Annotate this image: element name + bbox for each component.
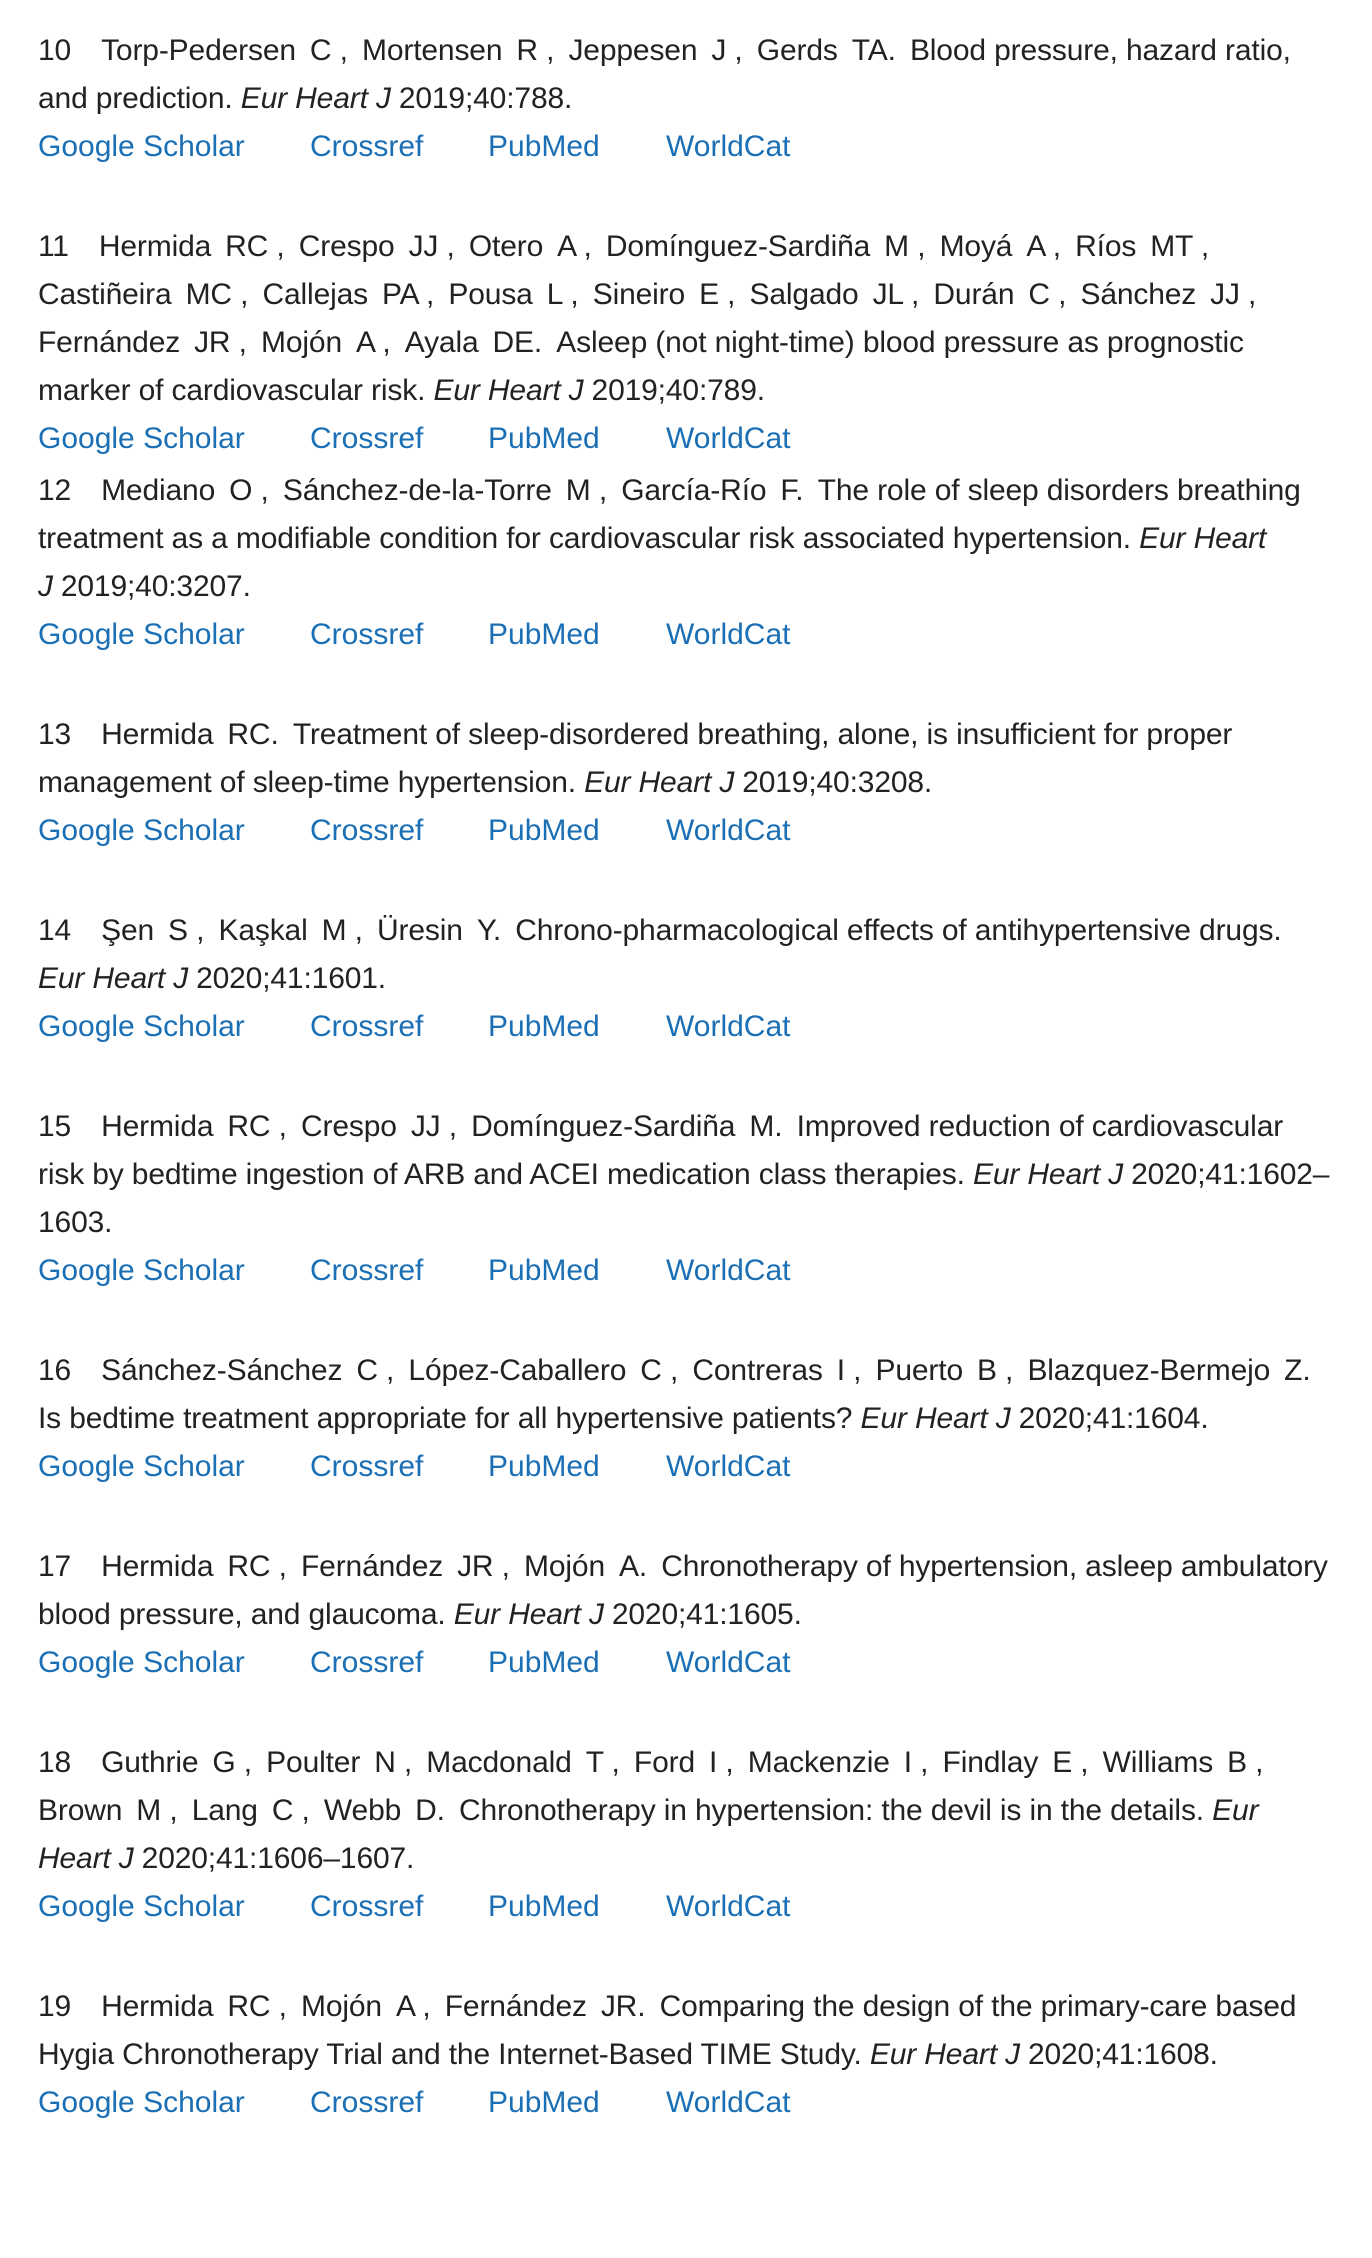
author-surname: Hermida — [101, 1990, 214, 2023]
author-surname: Macdonald — [426, 1746, 572, 1779]
reference-title: Chronotherapy in hypertension: the devil is in the details. — [459, 1794, 1204, 1827]
journal-name: Eur Heart J — [433, 374, 584, 407]
reference-item — [38, 684, 1332, 880]
author — [101, 34, 331, 67]
author — [748, 1746, 912, 1779]
journal-name: Eur Heart J — [240, 82, 391, 115]
citation-details: 2019;40:788. — [398, 82, 573, 115]
author-surname: Ríos — [1075, 230, 1137, 263]
author-surname: Domínguez-Sardiña — [605, 230, 871, 263]
pubmed-link[interactable]: PubMed — [488, 2086, 600, 2119]
author — [99, 230, 268, 263]
citation-details: 2020;41:1604. — [1018, 1402, 1209, 1435]
author — [593, 278, 719, 311]
crossref-link[interactable]: Crossref — [310, 1010, 424, 1043]
author-initials: JR — [600, 1990, 638, 2023]
author — [38, 326, 230, 359]
author-initials: JL — [872, 278, 903, 311]
author-initials: R — [516, 34, 538, 67]
crossref-link[interactable]: Crossref — [310, 1646, 424, 1679]
google-scholar-link[interactable]: Google Scholar — [38, 1010, 245, 1043]
author-surname: Guthrie — [101, 1746, 199, 1779]
worldcat-link[interactable]: WorldCat — [666, 130, 791, 163]
author — [1080, 278, 1239, 311]
journal-name: Eur Heart J — [869, 2038, 1020, 2071]
author — [101, 1990, 270, 2023]
reference-links — [38, 611, 1332, 659]
author-initials: M — [884, 230, 910, 263]
citation-details: 2019;40:789. — [591, 374, 765, 407]
author-surname: Sánchez-Sánchez — [101, 1354, 343, 1387]
author-initials: PA — [382, 278, 418, 311]
author — [469, 230, 576, 263]
reference-item — [38, 440, 1332, 684]
author-surname: Mojón — [524, 1550, 605, 1583]
reference-item — [38, 1320, 1332, 1516]
crossref-link[interactable]: Crossref — [310, 1254, 424, 1287]
reference-text: 17 Hermida RC , Fernández JR , Mojón A. Chronotherapy of hypertension, asleep ambulatory blood pressure, and glaucoma. Eur Heart J 2020;41:1605. — [38, 1550, 1328, 1631]
pubmed-link[interactable]: PubMed — [488, 1646, 600, 1679]
author-initials: M — [749, 1110, 775, 1143]
author — [757, 34, 888, 67]
google-scholar-link[interactable]: Google Scholar — [38, 814, 245, 847]
author-initials: RC — [227, 1110, 271, 1143]
reference-title: Chronotherapy of hypertension, asleep ambulatory blood pressure, and glaucoma. — [38, 1550, 1328, 1631]
author-initials: E — [1052, 1746, 1073, 1779]
author-surname: Hermida — [101, 1110, 214, 1143]
author — [101, 1746, 236, 1779]
author — [1103, 1746, 1247, 1779]
author-surname: Domínguez-Sardiña — [471, 1110, 736, 1143]
author — [1027, 1354, 1302, 1387]
author-surname: Castiñeira — [38, 278, 172, 311]
author — [301, 1990, 414, 2023]
citation-details: 2019;40:3208. — [742, 766, 933, 799]
author-initials: G — [212, 1746, 236, 1779]
author-surname: García-Río — [621, 474, 767, 507]
reference-links — [38, 1003, 1332, 1051]
author-surname: Contreras — [692, 1354, 823, 1387]
author-initials: M — [321, 914, 347, 947]
reference-title: Asleep (not night-time) blood pressure as prognostic marker of cardiovascular risk. — [38, 326, 1244, 407]
author — [568, 34, 726, 67]
author-initials: MT — [1150, 230, 1193, 263]
author-initials: L — [546, 278, 563, 311]
citation-details: 2019;40:3207. — [60, 570, 251, 603]
reference-item — [38, 196, 1332, 455]
author-initials: RC — [227, 718, 271, 751]
author-surname: Brown — [38, 1794, 123, 1827]
crossref-link[interactable]: Crossref — [310, 814, 424, 847]
author-surname: Findlay — [942, 1746, 1039, 1779]
author-surname: Fernández — [38, 326, 181, 359]
reference-text: 14 Şen S , Kaşkal M , Üresin Y. Chrono-pharmacological effects of antihypertensive drugs. Eur Heart J 2020;41:1601. — [38, 914, 1282, 995]
reference-text: 18 Guthrie G , Poulter N , Macdonald T , Ford I , Mackenzie I , Findlay E , Williams B , Brown M , Lang C , Webb D. Chronotherapy in hypertension: the devil is in the details. Eur Heart J 2020;41:1606–1607. — [38, 1746, 1264, 1875]
author-surname: Lang — [191, 1794, 258, 1827]
google-scholar-link[interactable]: Google Scholar — [38, 2086, 245, 2119]
author-surname: Hermida — [101, 1550, 214, 1583]
google-scholar-link[interactable]: Google Scholar — [38, 618, 245, 651]
reference-text: 13 Hermida RC. Treatment of sleep-disordered breathing, alone, is insufficient for proper management of sleep-time hypertension. Eur Heart J 2019;40:3208. — [38, 718, 1233, 799]
worldcat-link[interactable]: WorldCat — [666, 1010, 791, 1043]
author — [1075, 230, 1193, 263]
google-scholar-link[interactable]: Google Scholar — [38, 1890, 245, 1923]
author — [524, 1550, 639, 1583]
author — [262, 278, 417, 311]
author-initials: I — [903, 1746, 912, 1779]
author-surname: Mortensen — [361, 34, 503, 67]
author-initials: RC — [225, 230, 269, 263]
journal-name: Eur Heart J — [584, 766, 735, 799]
citation-details: 2020;41:1606–1607. — [141, 1842, 415, 1875]
reference-links — [38, 1639, 1332, 1687]
author-initials: A — [395, 1990, 415, 2023]
author-surname: Webb — [323, 1794, 402, 1827]
reference-number: 15 — [38, 1110, 72, 1143]
author — [301, 1110, 441, 1143]
worldcat-link[interactable]: WorldCat — [666, 814, 791, 847]
author-surname: Sineiro — [592, 278, 686, 311]
journal-name: Eur Heart J — [860, 1402, 1011, 1435]
author-initials: A — [1026, 230, 1045, 263]
reference-text: 10 Torp-Pedersen C , Mortensen R , Jeppesen J , Gerds TA. Blood pressure, hazard ratio, and prediction. Eur Heart J 2019;40:788. — [38, 34, 1291, 115]
author-surname: Poulter — [266, 1746, 361, 1779]
reference-links — [38, 1883, 1332, 1931]
reference-number: 13 — [38, 718, 72, 751]
author — [940, 230, 1045, 263]
author-initials: MC — [185, 278, 232, 311]
reference-links — [38, 1443, 1332, 1491]
journal-name: Eur Heart J — [38, 962, 189, 995]
author — [192, 1794, 294, 1827]
reference-item — [38, 0, 1332, 196]
author — [445, 1990, 637, 2023]
author — [299, 230, 439, 263]
author — [606, 230, 909, 263]
author-initials: A — [355, 326, 375, 359]
author-initials: C — [309, 34, 332, 67]
author-initials: J — [711, 34, 727, 67]
author — [261, 326, 374, 359]
worldcat-link[interactable]: WorldCat — [666, 1450, 791, 1483]
google-scholar-link[interactable]: Google Scholar — [38, 422, 245, 455]
reference-title: Improved reduction of cardiovascular risk by bedtime ingestion of ARB and ACEI medication class therapies. — [38, 1110, 1284, 1191]
reference-number: 18 — [38, 1746, 72, 1779]
author — [876, 1354, 997, 1387]
worldcat-link[interactable]: WorldCat — [666, 1254, 791, 1287]
worldcat-link[interactable]: WorldCat — [666, 2086, 791, 2119]
author-initials: B — [1227, 1746, 1247, 1779]
author-initials: JJ — [408, 230, 439, 263]
author-initials: C — [1028, 278, 1050, 311]
reference-number: 12 — [38, 474, 72, 507]
author-initials: D — [415, 1794, 437, 1827]
author-initials: F — [780, 474, 796, 507]
google-scholar-link[interactable]: Google Scholar — [38, 1646, 245, 1679]
author — [448, 278, 562, 311]
author — [101, 1550, 270, 1583]
author — [38, 1794, 161, 1827]
author — [405, 326, 534, 359]
google-scholar-link[interactable]: Google Scholar — [38, 1450, 245, 1483]
author-surname: Mojón — [261, 326, 342, 359]
reference-item — [38, 1956, 1332, 2152]
google-scholar-link[interactable]: Google Scholar — [38, 130, 245, 163]
author-surname: Pousa — [448, 278, 533, 311]
author-surname: Fernández — [444, 1990, 587, 2023]
crossref-link[interactable]: Crossref — [310, 618, 424, 651]
reference-title: Is bedtime treatment appropriate for all hypertensive patients? — [38, 1402, 853, 1435]
author-surname: Hermida — [98, 230, 212, 263]
author — [426, 1746, 603, 1779]
pubmed-link[interactable]: PubMed — [488, 814, 600, 847]
author-surname: Üresin — [377, 914, 463, 947]
author-surname: Williams — [1102, 1746, 1214, 1779]
journal-name: Eur Heart J — [38, 1794, 1259, 1875]
reference-links — [38, 123, 1332, 171]
worldcat-link[interactable]: WorldCat — [666, 618, 791, 651]
author — [943, 1746, 1073, 1779]
author-initials: I — [836, 1354, 845, 1387]
reference-links — [38, 1247, 1332, 1295]
author — [301, 1550, 493, 1583]
crossref-link[interactable]: Crossref — [310, 1450, 424, 1483]
author-initials: DE — [492, 326, 534, 359]
author-surname: Sánchez-de-la-Torre — [282, 474, 552, 507]
reference-text: 16 Sánchez-Sánchez C , López-Caballero C , Contreras I , Puerto B , Blazquez-Bermejo Z. Is bedtime treatment appropriate for all hypertensive patients? Eur Heart J 2020;41:1604. — [38, 1354, 1311, 1435]
citation-details: 2020;41:1605. — [611, 1598, 802, 1631]
author-surname: Sánchez — [1080, 278, 1197, 311]
author-surname: Moyá — [939, 230, 1013, 263]
author-surname: Kaşkal — [218, 914, 308, 947]
author — [283, 474, 591, 507]
journal-name: Eur Heart J — [973, 1158, 1124, 1191]
author-initials: JR — [457, 1550, 494, 1583]
author — [750, 278, 903, 311]
author-surname: Ayala — [404, 326, 479, 359]
author-initials: RC — [227, 1550, 271, 1583]
author-surname: Torp-Pedersen — [101, 34, 296, 67]
pubmed-link[interactable]: PubMed — [488, 422, 600, 455]
crossref-link[interactable]: Crossref — [310, 130, 424, 163]
author-surname: Hermida — [101, 718, 214, 751]
author-initials: Z — [1284, 1354, 1303, 1387]
author-surname: Salgado — [749, 278, 859, 311]
author-initials: O — [229, 474, 253, 507]
pubmed-link[interactable]: PubMed — [488, 1254, 600, 1287]
author — [324, 1794, 437, 1827]
reference-item — [38, 880, 1332, 1076]
author — [218, 914, 346, 947]
author-surname: Mackenzie — [747, 1746, 890, 1779]
author-initials: B — [977, 1354, 997, 1387]
pubmed-link[interactable]: PubMed — [488, 1450, 600, 1483]
author-initials: A — [557, 230, 576, 263]
reference-text: 15 Hermida RC , Crespo JJ , Domínguez-Sardiña M. Improved reduction of cardiovascular risk by bedtime ingestion of ARB and ACEI medication class therapies. Eur Heart J 2020;41:1602–1603. — [38, 1110, 1330, 1239]
journal-name: Eur Heart J — [38, 522, 1267, 603]
author — [101, 1110, 270, 1143]
author — [266, 1746, 396, 1779]
author-surname: Şen — [101, 914, 155, 947]
author-initials: C — [271, 1794, 294, 1827]
author — [408, 1354, 661, 1387]
reference-text: 19 Hermida RC , Mojón A , Fernández JR. Comparing the design of the primary-care based Hygia Chronotherapy Trial and the Internet-Based TIME Study. Eur Heart J 2020;41:1608. — [38, 1990, 1297, 2071]
author — [377, 914, 493, 947]
reference-text: 12 Mediano O , Sánchez-de-la-Torre M , García-Río F. The role of sleep disorders breathing treatment as a modifiable condition for cardiovascular risk associated hypertension. Eur Heart J 2019;40:3207. — [38, 474, 1301, 603]
author-surname: Crespo — [301, 1110, 397, 1143]
reference-title: Comparing the design of the primary-care based Hygia Chronotherapy Trial and the Internet-Based TIME Study. — [38, 1990, 1297, 2071]
reference-text: 11 Hermida RC , Crespo JJ , Otero A , Domínguez-Sardiña M , Moyá A , Ríos MT , Castiñeira MC , Callejas PA , Pousa L , Sineiro E , Salgado JL , Durán C , Sánchez JJ , Fernández JR , Mojón A , Ayala DE. Asleep (not night-time) blood pressure as prognostic marker of cardiovascular risk. Eur Heart J 2019;40:789. — [38, 230, 1257, 407]
reference-links — [38, 807, 1332, 855]
reference-links — [38, 2079, 1332, 2127]
author-surname: Crespo — [298, 230, 395, 263]
pubmed-link[interactable]: PubMed — [488, 1890, 600, 1923]
author — [101, 914, 188, 947]
author-initials: I — [708, 1746, 718, 1779]
reference-number: 10 — [38, 34, 72, 67]
author-surname: Ford — [633, 1746, 695, 1779]
author-surname: Jeppesen — [568, 34, 698, 67]
author-initials: C — [356, 1354, 378, 1387]
author-initials: Y — [476, 914, 493, 947]
worldcat-link[interactable]: WorldCat — [666, 1890, 791, 1923]
author-surname: Fernández — [301, 1550, 444, 1583]
reference-number: 16 — [38, 1354, 72, 1387]
crossref-link[interactable]: Crossref — [310, 422, 424, 455]
journal-name: Eur Heart J — [453, 1598, 604, 1631]
author-initials: TA — [851, 34, 888, 67]
author-initials: RC — [227, 1990, 271, 2023]
author — [692, 1354, 845, 1387]
reference-number: 14 — [38, 914, 72, 947]
pubmed-link[interactable]: PubMed — [488, 618, 600, 651]
reference-number: 11 — [38, 230, 69, 263]
reference-item — [38, 1712, 1332, 1956]
crossref-link[interactable]: Crossref — [310, 2086, 424, 2119]
author-initials: N — [374, 1746, 396, 1779]
author-surname: Gerds — [756, 34, 838, 67]
google-scholar-link[interactable]: Google Scholar — [38, 1254, 245, 1287]
pubmed-link[interactable]: PubMed — [488, 130, 600, 163]
citation-details: 2020;41:1601. — [196, 962, 386, 995]
author-initials: S — [168, 914, 188, 947]
reference-title: Chrono-pharmacological effects of antihypertensive drugs. — [515, 914, 1282, 947]
reference-title: Treatment of sleep-disordered breathing, alone, is insufficient for proper management of sleep-time hypertension. — [38, 718, 1233, 799]
author-initials: JJ — [410, 1110, 441, 1143]
citation-details: 2020;41:1602–1603. — [38, 1158, 1330, 1239]
pubmed-link[interactable]: PubMed — [488, 1010, 600, 1043]
crossref-link[interactable]: Crossref — [310, 1890, 424, 1923]
author-surname: Blazquez-Bermejo — [1027, 1354, 1271, 1387]
author-initials: T — [585, 1746, 604, 1779]
author-initials: A — [618, 1550, 639, 1583]
author — [101, 718, 270, 751]
author-surname: Mediano — [101, 474, 216, 507]
author — [634, 1746, 717, 1779]
reference-item — [38, 1516, 1332, 1712]
author-surname: Callejas — [262, 278, 368, 311]
reference-number: 17 — [38, 1550, 72, 1583]
author-surname: Mojón — [301, 1990, 382, 2023]
worldcat-link[interactable]: WorldCat — [666, 422, 791, 455]
reference-number: 19 — [38, 1990, 72, 2023]
author — [101, 474, 252, 507]
author-surname: López-Caballero — [408, 1354, 627, 1387]
author-initials: JR — [194, 326, 231, 359]
author-initials: JJ — [1210, 278, 1240, 311]
author-initials: M — [565, 474, 591, 507]
author-initials: E — [699, 278, 719, 311]
author-surname: Durán — [933, 278, 1015, 311]
author — [933, 278, 1049, 311]
citation-details: 2020;41:1608. — [1027, 2038, 1218, 2071]
author — [101, 1354, 378, 1387]
author — [38, 278, 232, 311]
reference-title: The role of sleep disorders breathing treatment as a modifiable condition for cardiovascular risk associated hypertension. — [38, 474, 1301, 555]
worldcat-link[interactable]: WorldCat — [666, 1646, 791, 1679]
reference-title: Blood pressure, hazard ratio, and prediction. — [38, 34, 1291, 115]
author-surname: Otero — [468, 230, 544, 263]
author — [362, 34, 538, 67]
author-initials: M — [136, 1794, 162, 1827]
author — [621, 474, 795, 507]
author-surname: Puerto — [875, 1354, 963, 1387]
author — [471, 1110, 774, 1143]
reference-item — [38, 1076, 1332, 1320]
author-initials: C — [640, 1354, 662, 1387]
